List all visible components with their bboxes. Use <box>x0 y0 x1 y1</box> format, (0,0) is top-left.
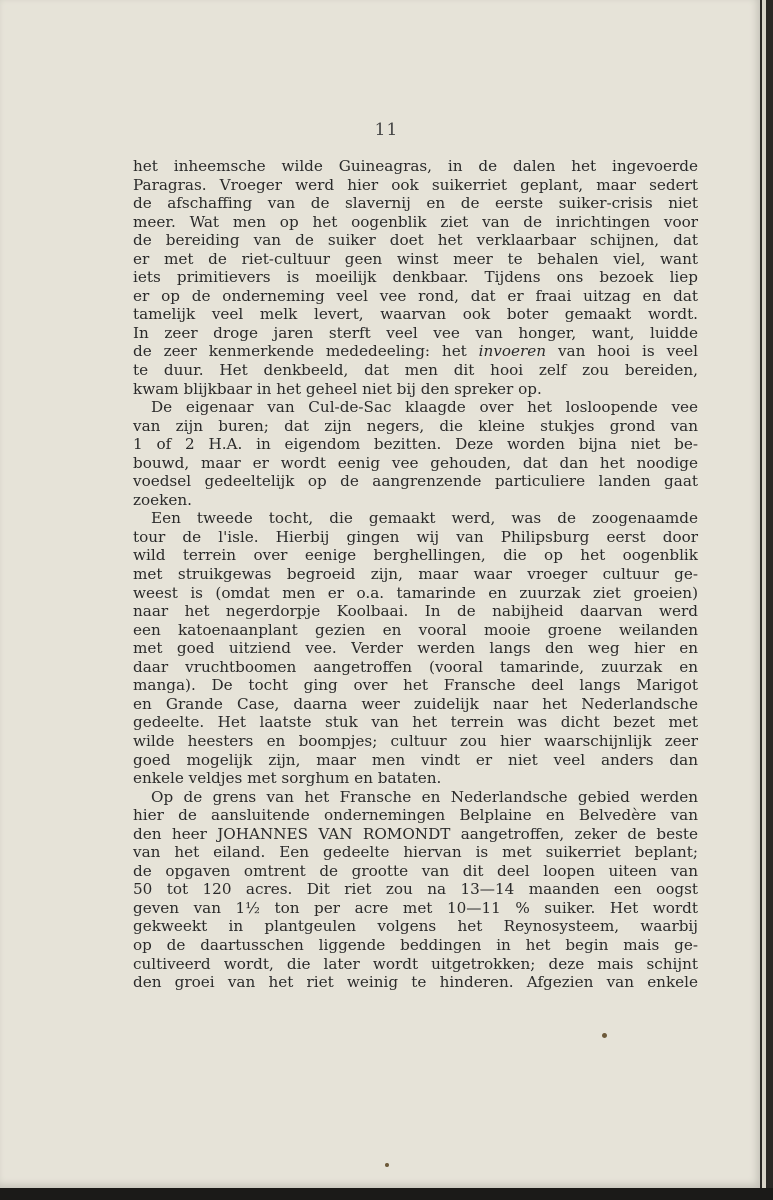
text-run: van hooi is veel <box>546 342 698 361</box>
text-line: tour de l'isle. Hierbij gingen wij van Philipsburg eerst door <box>133 527 698 546</box>
text-line: een katoenaanplant gezien en vooral mooie groene weilanden <box>133 620 698 639</box>
text-line: cultiveerd wordt, die later wordt uitgetrokken; deze mais schijnt <box>133 954 698 973</box>
text-line: goed mogelijk zijn, maar men vindt er niet veel anders dan <box>133 750 698 769</box>
page-edge-bottom <box>0 1188 773 1200</box>
body-text <box>133 157 698 992</box>
text-line: er op de onderneming veel vee rond, dat er fraai uitzag en dat <box>133 286 698 305</box>
text-line: gekweekt in plantgeulen volgens het Reynosysteem, waarbij <box>133 917 698 936</box>
text-line: het inheemsche wilde Guineagras, in de dalen het ingevoerde <box>133 157 698 175</box>
italic-word: invoeren <box>478 342 547 361</box>
text-line: de afschaffing van de slavernij en de eerste suiker-crisis niet <box>133 194 698 213</box>
text-line: van het eiland. Een gedeelte hiervan is met suikerriet beplant; <box>133 843 698 862</box>
ink-speck <box>602 1033 607 1038</box>
text-line: kwam blijkbaar in het geheel niet bij den spreker op. <box>133 379 542 398</box>
text-line: en Grande Case, daarna weer zuidelijk naar het Nederlandsche <box>133 694 698 713</box>
text-line: meer. Wat men op het oogenblik ziet van de inrichtingen voor <box>133 212 698 231</box>
text-line: daar vruchtboomen aangetroffen (vooral tamarinde, zuurzak en <box>133 657 698 676</box>
page-edge-right <box>760 0 773 1200</box>
text-line: hier de aansluitende ondernemingen Belplaine en Belvedère van <box>133 806 698 825</box>
ink-speck <box>385 1163 389 1167</box>
text-line: gedeelte. Het laatste stuk van het terrein was dicht bezet met <box>133 713 698 732</box>
text-line: 50 tot 120 acres. Dit riet zou na 13—14 maanden een oogst <box>133 880 698 899</box>
text-line: geven van 1½ ton per acre met 10—11 % suiker. Het wordt <box>133 898 698 917</box>
text-line: de opgaven omtrent de grootte van dit deel loopen uiteen van <box>133 861 698 880</box>
text-line <box>133 342 698 361</box>
text-line: zoeken. <box>133 490 192 509</box>
text-line: van zijn buren; dat zijn negers, die kleine stukjes grond van <box>133 416 698 435</box>
text-line: De eigenaar van Cul-de-Sac klaagde over het losloopende vee <box>151 398 698 417</box>
text-line: naar het negerdorpje Koolbaai. In de nabijheid daarvan werd <box>133 602 698 621</box>
text-line: er met de riet-cultuur geen winst meer te behalen viel, want <box>133 249 698 268</box>
text-line: bouwd, maar er wordt eenig vee gehouden, dat dan het noodige <box>133 453 698 472</box>
text-line: met struikgewas begroeid zijn, maar waar vroeger cultuur ge- <box>133 565 698 584</box>
text-line: In zeer droge jaren sterft veel vee van honger, want, luidde <box>133 323 698 342</box>
text-line: 1 of 2 H.A. in eigendom bezitten. Deze worden bijna niet be- <box>133 435 698 454</box>
text-line: enkele veldjes met sorghum en bataten. <box>133 769 442 788</box>
text-line: op de daartusschen liggende beddingen in het begin mais ge- <box>133 935 698 954</box>
text-line: met goed uitziend vee. Verder werden langs den weg hier en <box>133 639 698 658</box>
text-line: den heer JOHANNES VAN ROMONDT aangetroffen, zeker de beste <box>133 824 698 843</box>
text-run: de zeer kenmerkende mededeeling: het <box>133 342 479 361</box>
text-line: Paragras. Vroeger werd hier ook suikerriet geplant, maar sedert <box>133 175 698 194</box>
text-line: Een tweede tocht, die gemaakt werd, was de zoogenaamde <box>151 509 698 528</box>
text-line: te duur. Het denkbeeld, dat men dit hooi zelf zou bereiden, <box>133 361 698 380</box>
text-line: iets primitievers is moeilijk denkbaar. Tijdens ons bezoek liep <box>133 268 698 287</box>
text-line: Op de grens van het Fransche en Nederlandsche gebied werden <box>151 787 698 806</box>
text-line: den groei van het riet weinig te hinderen. Afgezien van enkele <box>133 973 698 992</box>
page-number: 11 <box>374 120 399 140</box>
text-line: wilde heesters en boompjes; cultuur zou hier waarschijnlijk zeer <box>133 731 698 750</box>
text-line: wild terrein over eenige berghellingen, die op het oogenblik <box>133 546 698 565</box>
text-line: voedsel gedeeltelijk op de aangrenzende particuliere landen gaat <box>133 472 698 491</box>
text-line: manga). De tocht ging over het Fransche deel langs Marigot <box>133 676 698 695</box>
text-line: weest is (omdat men er o.a. tamarinde en zuurzak ziet groeien) <box>133 583 698 602</box>
text-line: tamelijk veel melk levert, waarvan ook boter gemaakt wordt. <box>133 305 698 324</box>
text-line: de bereiding van de suiker doet het verklaarbaar schijnen, dat <box>133 231 698 250</box>
